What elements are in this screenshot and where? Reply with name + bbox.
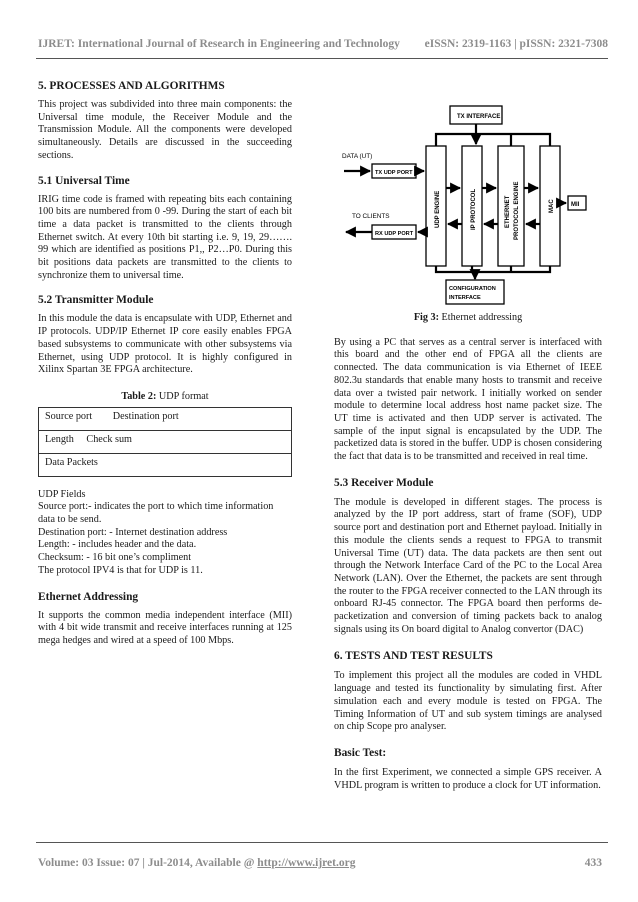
- page-number: 433: [584, 857, 602, 869]
- ip-protocol-label: IP PROTOCOL: [471, 188, 477, 230]
- journal-name: IJRET: International Journal of Research in Engineering and Technology: [38, 38, 400, 50]
- figure-caption-text: Ethernet addressing: [439, 312, 523, 323]
- basic-test-text: In the first Experiment, we connected a simple GPS receiver. A VHDL program is written to produce a clock for UT information.: [334, 766, 602, 791]
- tx-udp-port-label: TX UDP PORT: [375, 170, 413, 176]
- udp-field-line: UDP Fields: [38, 488, 86, 500]
- source-port-cell: Source port: [45, 411, 93, 423]
- tx-interface-label: TX INTERFACE: [457, 114, 501, 120]
- footer-volume: [38, 857, 355, 869]
- udp-field-line: Length: - includes header and the data.: [38, 539, 197, 551]
- checksum-cell: Check sum: [86, 434, 132, 446]
- ethernet-addressing-title: Ethernet Addressing: [38, 590, 139, 603]
- section-5-text: This project was subdivided into three main components: the Universal time module, the Receiver Module and the Transmission Module. All the components were developed simultaneously. Details are discussed in the succeeding sections.: [38, 99, 292, 161]
- table-cell: [39, 407, 292, 430]
- protocol-engine-label: PROTOCOL ENGINE: [514, 181, 520, 240]
- basic-test-title: Basic Test:: [334, 746, 387, 759]
- right-intro-text: By using a PC that serves as a central server is interfaced with this board and the other end of FPGA all the clients are connected. The data communication is via Ethernet of IEEE 802.3u standards that enable many hosts to transmit and receive data over a twisted pair network. I initially worked on sender module to determine local address host name packet size. The UT time is activated and then UDP server is activated. The sample of the input signal is encapsulated by the UDP. The packetized data is stored in the buffer. UDP is chosen considering the fact that data is to be transmitted and received in real time.: [334, 336, 602, 463]
- running-footer: [38, 857, 602, 869]
- table-caption: [38, 391, 292, 404]
- rx-udp-port-label: RX UDP PORT: [375, 231, 414, 237]
- section-6-text: To implement this project all the modules are coded in VHDL language and tested its functionality by simulating first. After simulation each and every module is tested on FPGA. The Timing Information of UT and sub system timings are analysed on chip Scope pro analyser.: [334, 670, 602, 733]
- table-caption-label: Table 2:: [121, 390, 157, 402]
- ethernet-addressing-text: It supports the common media independent interface (MII) with 4 bit wide transmit and receive interfaces running at 125 mega hedges and wired at a speed of 100 Mbps.: [38, 609, 292, 646]
- data-ut-label: DATA (UT): [342, 153, 373, 160]
- to-clients-label: TO CLIENTS: [352, 213, 390, 220]
- running-header: [38, 38, 608, 50]
- table-row: [39, 430, 292, 453]
- udp-field-line: Destination port: - Internet destination address: [38, 526, 228, 538]
- right-column: [334, 312, 602, 792]
- interface-label: INTERFACE: [449, 295, 481, 301]
- table-row: [39, 453, 292, 476]
- udp-fields-list: [38, 489, 292, 578]
- mii-label: MII: [571, 202, 580, 208]
- udp-engine-label: UDP ENGINE: [435, 190, 441, 228]
- footer-rule: [36, 842, 608, 843]
- udp-field-line: Source port:- indicates the port to which time information data to be send.: [38, 501, 274, 526]
- destination-port-cell: Destination port: [112, 411, 179, 423]
- section-5-3-title: 5.3 Receiver Module: [334, 476, 434, 489]
- section-5-3-text: The module is developed in different stages. The process is analyzed by the IP port address, start of frame (SOF), UDP source port and destination port and Ethernet payload. Initially in this module the clients sends a request to FPGA to transmit Universal Time (UT) data. The data packets are then sent out through the Network Interface Card of the PC to the Local Area Network (LAN). Over the Ethernet, the packets are sent through the router to the FPGA receiver connected to the LAN through its onboard RJ-45 connector. The FPGA board then performs de-packetization and conversion of timing packets back to analog signals using its On board digital to Analog convertor (DAC): [334, 496, 602, 635]
- ethernet-addressing-diagram: [338, 100, 598, 312]
- issn: eISSN: 2319-1163 | pISSN: 2321-7308: [424, 38, 608, 50]
- section-5-2-title: 5.2 Transmitter Module: [38, 294, 154, 307]
- section-5-1-title: 5.1 Universal Time: [38, 174, 130, 187]
- figure-caption: [334, 312, 602, 325]
- ethernet-protocol-engine-box: [498, 146, 524, 266]
- section-6-title: 6. TESTS AND TEST RESULTS: [334, 650, 493, 663]
- udp-field-line: Checksum: - 16 bit one’s compliment: [38, 552, 192, 564]
- udp-format-table: [38, 407, 292, 477]
- table-cell: [39, 430, 292, 453]
- configuration-label: CONFIGURATION: [449, 286, 496, 292]
- section-5-2-text: In this module the data is encapsulate with UDP, Ethernet and IP protocols. UDP/IP Ethernet IP core easily enables FPGA based subsystems to communicate with other subsystems via Ethernet, using UDP protocol. It is highly configured in Xilinx Spartan 3E FPGA architecture.: [38, 313, 292, 376]
- ethernet-label: ETHERNET: [505, 195, 511, 228]
- length-cell: Length: [45, 434, 74, 446]
- figure-caption-label: Fig 3:: [413, 312, 439, 323]
- data-packets-cell: Data Packets: [39, 453, 292, 476]
- section-5-title: 5. PROCESSES AND ALGORITHMS: [38, 80, 225, 92]
- udp-field-line: The protocol IPV4 is that for UDP is 11.: [38, 564, 203, 576]
- footer-volume-text: Volume: 03 Issue: 07 | Jul-2014, Available @: [38, 857, 258, 869]
- header-rule: [36, 58, 608, 59]
- table-row: [39, 407, 292, 430]
- mac-label: MAC: [549, 199, 555, 213]
- journal-link[interactable]: http://www.ijret.org: [257, 857, 356, 869]
- table-caption-text: UDP format: [156, 390, 209, 402]
- left-column: [38, 80, 292, 648]
- section-5-1-text: IRIG time code is framed with repeating bits each containing 100 bits are numbered from 0 -99. During the start of each bit time a data packet is transmitted to the clients through Ethernet switch. At every 10th bit starting i.e. 9, 19, 29……. 99 which are identified as positions P1,, P2…P0. During this bit positions data packets are transmitted to the clients to synchronize them to universal time.: [38, 193, 292, 281]
